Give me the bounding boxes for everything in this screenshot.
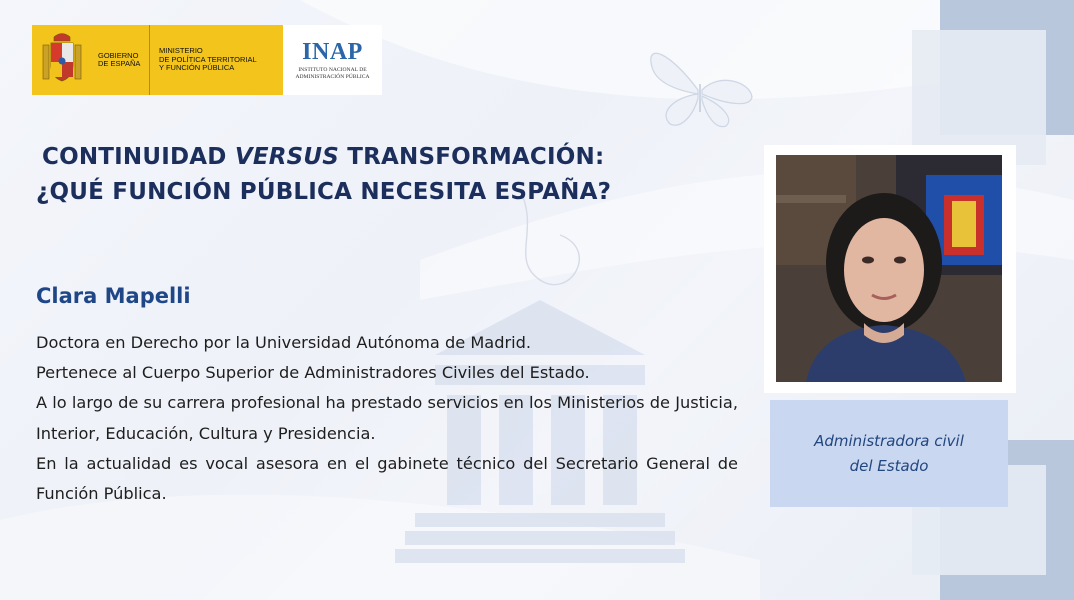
gobierno-text [92, 25, 150, 95]
speaker-name: Clara Mapelli [36, 284, 191, 308]
inap-acronym: INAP [302, 39, 363, 66]
speaker-bio [36, 328, 738, 509]
inap-logo [283, 25, 382, 95]
ministerio-line-1: MINISTERIO [159, 46, 203, 56]
ministerio-text [150, 25, 257, 95]
photo-frame [764, 145, 1016, 393]
bio-paragraph: Doctora en Derecho por la Universidad Autónoma de Madrid. [36, 333, 532, 352]
role-line-2: del Estado [849, 456, 929, 475]
inap-sub-line-2: ADMINISTRACIÓN PÚBLICA [295, 73, 370, 80]
role-line-1: Administradora civil [814, 431, 964, 450]
bio-paragraph: A lo largo de su carrera profesional ha prestado servicios en los Ministerios de Justicia, Interior, Educación, Cultura y Presidencia. [36, 393, 738, 443]
gobierno-ministerio-logo [32, 25, 283, 95]
gobierno-line-2: DE ESPAÑA [98, 59, 141, 68]
ministerio-line-3: Y FUNCIÓN PÚBLICA [159, 63, 235, 73]
page-title [36, 140, 736, 210]
bio-paragraph: En la actualidad es vocal asesora en el gabinete técnico del Secretario General de Función Pública. [36, 453, 738, 504]
portrait-photo [776, 155, 1002, 382]
title-line-1: CONTINUIDAD VERSUS TRANSFORMACIÓN: [42, 144, 605, 170]
bio-paragraph: Pertenece al Cuerpo Superior de Administradores Civiles del Estado. [36, 363, 590, 383]
title-versus: VERSUS [234, 144, 340, 170]
spanish-coat-of-arms-icon [32, 25, 92, 95]
ministerio-line-2: DE POLÍTICA TERRITORIAL [159, 54, 257, 64]
logo-bar [32, 25, 382, 95]
role-caption [770, 400, 1008, 507]
gobierno-line-1: GOBIERNO [98, 51, 139, 60]
butterfly-icon [640, 42, 760, 132]
inap-sub-line-1: INSTITUTO NACIONAL DE [298, 67, 367, 74]
title-line-2: ¿QUÉ FUNCIÓN PÚBLICA NECESITA ESPAÑA? [36, 179, 612, 205]
inap-fullname [295, 67, 369, 80]
